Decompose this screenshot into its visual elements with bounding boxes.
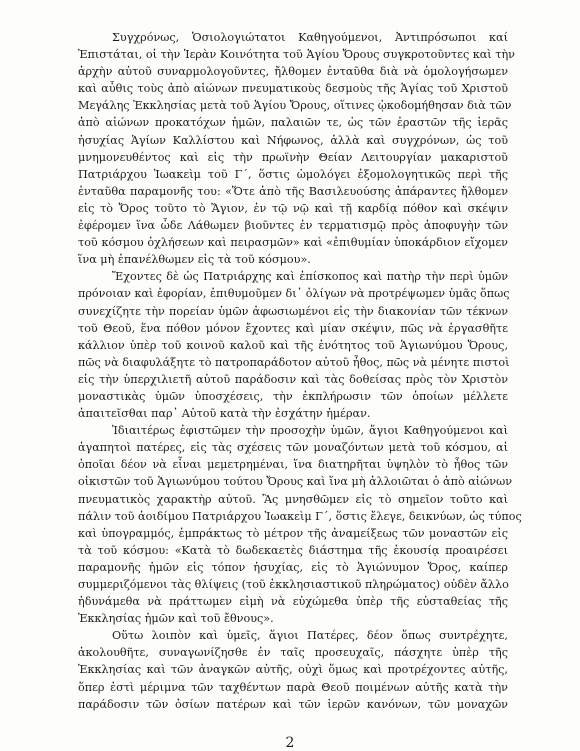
text-line: ἐφέρομεν ἵνα ὧδε Λάθωμεν βιοῦντες ἐν τερματισμῷ πρὸς ἀποφυγὴν τῶν: [78, 219, 508, 233]
paragraph: [78, 422, 522, 627]
text-line: κάλλιον ὑπὲρ τοῦ κοινοῦ καλοῦ καὶ τῆς ἑνότητος τοῦ Ἁγιωνύμου Ὄρους,: [78, 338, 508, 352]
text-line: τοῦ κόσμου ὀχλήσεων καὶ πειρασμῶν» καὶ «ἐπιθυμίαν ὑποκάρδιον εἴχομεν: [78, 236, 508, 250]
text-line: ἀπαιτεῖσθαι παρ᾽ Αὐτοῦ κατὰ τὴν ἐσχάτην ἡμέραν.: [78, 407, 371, 421]
paragraph: [78, 29, 515, 268]
text-line: οἰκιστῶν τοῦ Ἁγιωνύμου τούτου Ὄρους καὶ ἵνα μὴ ἀλλοιῶται ὁ ἀπὸ αἰώνων: [78, 475, 513, 489]
paragraph: [78, 627, 508, 712]
text-line: Ἐκκλησίας καὶ τῶν ἀναγκῶν αὐτῆς, οὐχὶ ὅμως καὶ προτρέχοντες αὐτῆς,: [78, 663, 508, 677]
text-line: ὅπερ ἐστὶ μέριμνα τῶν ταχθέντων παρὰ Θεοῦ ποιμένων αὐτῆς κατὰ τὴν: [78, 680, 508, 694]
text-line: εἰς τὴν ὑπερχιλιετῆ αὐτοῦ παράδοσιν καὶ τὰς δοθείσας πρὸς τὸν Χριστὸν: [78, 372, 508, 386]
text-line: πνευματικὸς χαρακτὴρ αὐτοῦ. Ἂς μνησθῶμεν εἰς τὸ σημεῖον τοῦτο καὶ: [78, 492, 508, 506]
text-line: ἀρχὴν αὐτοῦ συναρμολογοῦντες, ἤλθομεν ἐνταῦθα διὰ νὰ ὁμολογήσωμεν: [78, 65, 508, 79]
text-line: εἰς τὸ Ὄρος τοῦτο τὸ Ἅγιον, ἐν τῷ νῷ καὶ τῇ καρδίᾳ πόθον καὶ σκέψιν: [78, 201, 508, 215]
page-number: 2: [285, 735, 295, 751]
text-line: ὁποῖαι δέον νὰ εἶναι μεμετρημέναι, ἵνα διατηρῆται ὑψηλὸν τὸ ἦθος τῶν: [78, 458, 508, 472]
text-line: πάλιν τοῦ ἀοιδίμου Πατριάρχου Ἰωακεὶμ Γ΄, ὅστις ἔλεγε, δεικνύων, ὡς τύπος: [78, 509, 522, 523]
text-line: συνεχίζητε τὴν πορείαν ὑμῶν ἀφωσιωμένοι εἰς τὴν διακονίαν τῶν τέκνων: [78, 304, 508, 318]
text-line: τὰ τοῦ κόσμου: «Κατὰ τὸ δωδεκαετὲς διάστημα τῆς ἑκουσίᾳ προαιρέσει: [78, 543, 508, 557]
text-line: ἐνταῦθα παραμονῆς του: «Ὅτε ἀπὸ τῆς Βασιλευούσης ἀπάραντες ἤλθομεν: [78, 184, 508, 198]
text-line: τοῦ Θεοῦ, ἕνα πόθον μόνον ἔχοντες καὶ μίαν σκέψιν, πῶς νὰ ἐργασθῆτε: [78, 321, 508, 335]
document-body: [78, 29, 522, 713]
text-line: Ἔχοντες δὲ ὡς Πατριάρχης καὶ ἐπίσκοπος καὶ πατὴρ τὴν περὶ ὑμῶν: [112, 270, 508, 284]
text-line: Οὕτω λοιπὸν καὶ ὑμεῖς, ἅγιοι Πατέρες, δέον ὅπως συντρέχητε,: [112, 629, 508, 643]
text-line: ἵνα μὴ ἐπανέλθωμεν εἰς τὰ τοῦ κόσμου».: [78, 253, 311, 267]
text-line: Ἐκκλησίας ἡμῶν καὶ τοῦ ἔθνους».: [78, 612, 274, 626]
text-line: Μεγάλης Ἐκκλησίας μετὰ τοῦ Ἁγίου Ὄρους, οἵτινες ᾠκοδομήθησαν διὰ τῶν: [78, 99, 512, 113]
text-line: μοναστικὰς ὑμῶν ὑποσχέσεις, τὴν ἐκπλήρωσιν τῶν ὁποίων μέλλετε: [78, 389, 508, 403]
text-line: ἀγαπητοὶ πατέρες, εἰς τὰς σχέσεις τῶν μοναζόντων μετὰ τοῦ κόσμου, αἱ: [78, 441, 508, 455]
paragraph: [78, 268, 508, 422]
text-line: πρόνοιαν καὶ ἐφορίαν, ἐπιθυμοῦμεν δι᾽ ὀλίγων νὰ προτρέψωμεν ὑμᾶς ὅπως: [78, 287, 510, 301]
text-line: καὶ αὖθις τοὺς ἀπὸ αἰώνων πνευματικοὺς δεσμοὺς τῆς Ἁγίας τοῦ Χριστοῦ: [78, 82, 508, 96]
text-line: Ἰδιαιτέρως ἐφιστῶμεν τὴν προσοχὴν ὑμῶν, ἅγιοι Καθηγούμενοι καὶ: [112, 424, 508, 438]
text-line: ἀκολουθῆτε, συναγωνίζησθε ἐν ταῖς προσευχαῖς, πάσχητε ὑπὲρ τῆς: [78, 646, 508, 660]
text-line: ἡσυχίας Ἁγίων Καλλίστου καὶ Νήφωνος, ἀλλὰ καὶ συγχρόνων, ὡς τοῦ: [78, 133, 508, 147]
text-line: συμμεριζόμενοι τὰς θλίψεις (τοῦ ἐκκλησιαστικοῦ πληρώματος) οὐδὲν ἄλλο: [78, 578, 509, 591]
text-line: Συγχρόνως, Ὁσιολογιώτατοι Καθηγούμενοι, Ἀντιπρόσωποι καί: [112, 31, 508, 44]
text-line: πῶς νὰ διαφυλάξητε τὸ πατροπαράδοτον αὐτοῦ ἦθος, πῶς νὰ μένητε πιστοὶ: [78, 355, 510, 369]
text-line: μνημονευθέντος καὶ εἰς τὴν πρωϊνὴν Θείαν Λειτουργίαν μακαριστοῦ: [78, 150, 508, 164]
text-line: ἀπὸ αἰώνων προκατόχων ἡμῶν, παλαιῶν τε, ὡς τῶν ἐραστῶν τῆς ἱερᾶς: [78, 116, 508, 130]
text-line: παράδοσιν τῶν ὁσίων πατέρων καὶ τῶν ἱερῶν κανόνων, τῶν μοναχῶν: [78, 697, 508, 711]
text-line: παραμονῆς ἡμῶν εἰς τόπον ἡσυχίας, εἰς τὸ Ἁγιώνυμον Ὄρος, καίπερ: [78, 560, 508, 574]
text-line: καὶ ὑπογραμμός, ἐμπράκτως τὸ μέτρον τῆς ἀναμείξεως τῶν μοναστῶν εἰς: [78, 526, 508, 540]
text-line: ἠδυνάμεθα νὰ πράττωμεν εἰμὴ νὰ εὐχώμεθα ὑπὲρ τῆς εὐσταθείας τῆς: [78, 595, 508, 609]
text-line: Πατριάρχου Ἰωακεὶμ τοῦ Γ΄, ὅστις ὡμολόγει ἐξομολογητικῶς περὶ τῆς: [78, 167, 508, 181]
text-line: Ἐπιστάται, οἱ τὴν Ἱερὰν Κοινότητα τοῦ Ἁγίου Ὄρους συγκροτοῦντες καὶ τὴν: [78, 48, 515, 62]
